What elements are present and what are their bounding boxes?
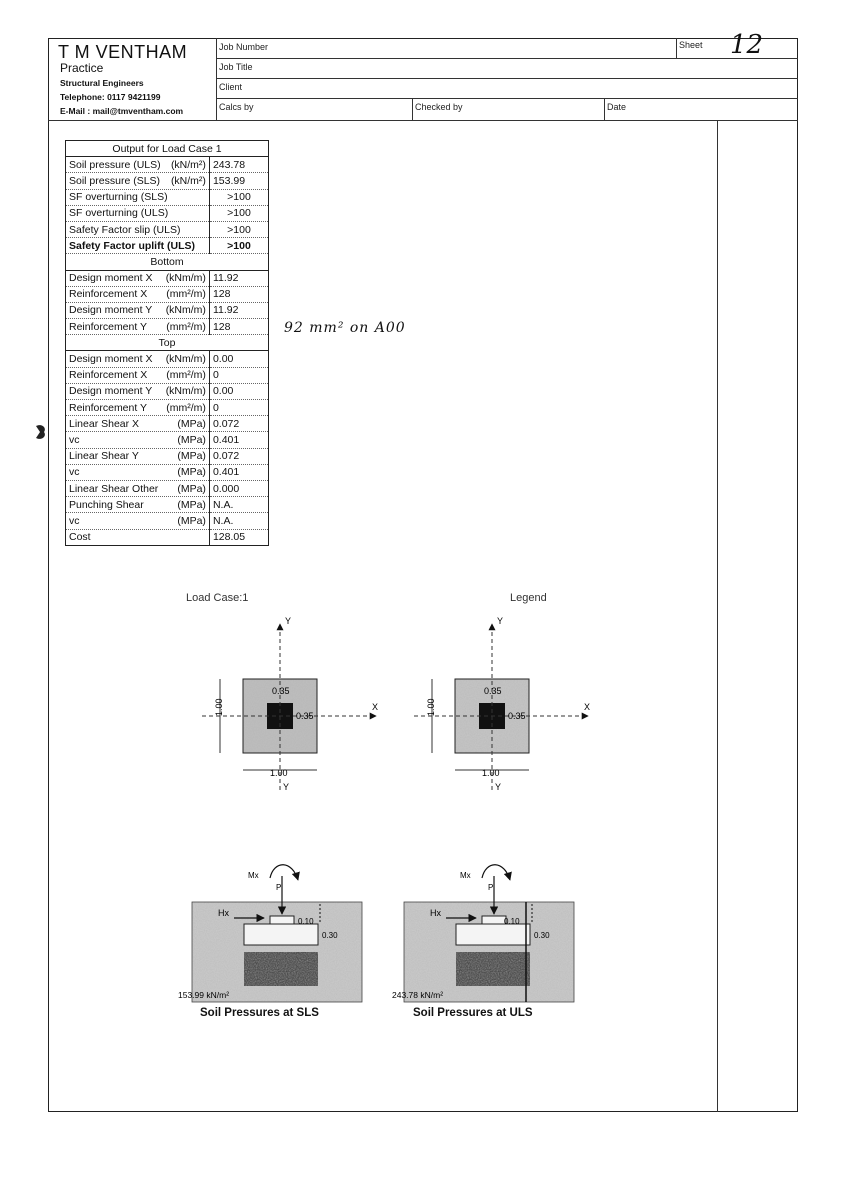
pressure-texture: [244, 952, 318, 986]
row-value: N.A.: [209, 513, 268, 529]
table-row: [66, 173, 269, 189]
table-row: [66, 367, 269, 383]
column-height-label: 0.10: [504, 917, 520, 926]
moment-arrow: [482, 865, 510, 880]
row-label: Safety Factor slip (ULS): [69, 223, 181, 236]
column-dim-side: 0.35: [508, 711, 526, 721]
row-unit: (MPa): [177, 514, 206, 527]
height-dim-label: 1.00: [426, 698, 436, 716]
x-axis-label: X: [584, 702, 591, 712]
column-dim-top: 0.35: [484, 686, 502, 696]
table-row: [66, 448, 269, 464]
table-row: [66, 416, 269, 432]
row-unit: (kNm/m): [165, 385, 206, 398]
row-label: SF overturning (SLS): [69, 191, 168, 204]
table-row: [66, 189, 269, 205]
height-dim-label: 1.00: [214, 698, 224, 716]
firm-practice: Practice: [60, 61, 104, 75]
table-row: [66, 286, 269, 302]
table-row: [66, 464, 269, 480]
firm-name: T M VENTHAM: [58, 42, 188, 62]
hx-label: Hx: [430, 908, 441, 918]
checked-divider: [412, 98, 413, 120]
row-unit: (mm²/m): [166, 320, 206, 333]
p-label: P: [488, 883, 494, 892]
row-unit: (kNm/m): [165, 353, 206, 366]
row-label: Reinforcement X: [69, 288, 148, 301]
handwritten-note: 92 mm² on A00: [284, 320, 406, 336]
row-value: 0.401: [209, 464, 268, 480]
sheet-divider: [676, 38, 677, 58]
section-diagram-sls: [178, 856, 366, 1004]
table-row: [66, 432, 269, 448]
table-row: [66, 205, 269, 221]
row-label: Design moment X: [69, 272, 153, 285]
row-value: 0: [209, 367, 268, 383]
row-value: >100: [209, 189, 268, 205]
row-value: 0.00: [209, 383, 268, 399]
output-title: Output for Load Case 1: [66, 141, 269, 157]
output-table: [65, 140, 269, 546]
row-label: Reinforcement Y: [69, 401, 148, 414]
row-value: 11.92: [209, 302, 268, 318]
table-title-row: [66, 141, 269, 157]
row-value: 0.072: [209, 416, 268, 432]
calcs-by-label: Calcs by: [219, 102, 254, 112]
job-title-row-line: [216, 78, 798, 79]
right-margin-line: [717, 120, 718, 1112]
client-label: Client: [219, 82, 243, 92]
column-height-label: 0.10: [298, 917, 314, 926]
row-label: vc: [69, 514, 80, 527]
row-value: 0: [209, 400, 268, 416]
hx-label: Hx: [218, 908, 229, 918]
firm-type: Structural Engineers: [60, 78, 144, 88]
row-unit: (MPa): [177, 417, 206, 430]
y-axis-label-bottom: Y: [283, 782, 290, 792]
table-row: [66, 497, 269, 513]
checked-by-label: Checked by: [415, 102, 463, 112]
row-unit: (kNm/m): [165, 304, 206, 317]
row-label: vc: [69, 466, 80, 479]
row-label: Safety Factor uplift (ULS): [69, 239, 196, 252]
top-title: Top: [66, 335, 269, 351]
sheet-number: 12: [730, 30, 764, 60]
row-label: Punching Shear: [69, 498, 144, 511]
row-value: >100: [209, 238, 268, 254]
base-depth-label: 0.30: [322, 931, 338, 940]
base-depth-label: 0.30: [534, 931, 550, 940]
mx-label: Mx: [248, 871, 259, 880]
row-unit: (mm²/m): [166, 288, 206, 301]
title-block-bottom: [48, 120, 798, 121]
legend-title: Legend: [510, 592, 547, 604]
row-label: Reinforcement X: [69, 369, 148, 382]
top-section-row: [66, 335, 269, 351]
plan-diagram-load-case: [190, 612, 390, 792]
row-value: 0.072: [209, 448, 268, 464]
table-row: [66, 513, 269, 529]
row-label: Linear Shear Other: [69, 482, 159, 495]
uls-caption: Soil Pressures at ULS: [413, 1007, 533, 1019]
moment-arrow: [270, 865, 298, 880]
row-unit: (mm²/m): [166, 369, 206, 382]
row-value: 128.05: [212, 531, 246, 544]
table-row: [66, 238, 269, 254]
row-unit: (MPa): [177, 433, 206, 446]
job-number-label: Job Number: [219, 42, 269, 52]
mx-label: Mx: [460, 871, 471, 880]
table-row: [66, 157, 269, 173]
row-unit: (kN/m²): [170, 158, 206, 171]
row-label: Linear Shear X: [69, 417, 140, 430]
title-block-divider: [216, 38, 217, 120]
plan-diagram-legend: [402, 612, 602, 792]
row-value: 153.99: [209, 173, 268, 189]
row-label: Design moment Y: [69, 385, 153, 398]
date-divider: [604, 98, 605, 120]
y-axis-label: Y: [497, 616, 504, 626]
row-value: >100: [209, 221, 268, 237]
p-label: P: [276, 883, 282, 892]
column-dim-side: 0.35: [296, 711, 314, 721]
row-label: Soil pressure (ULS): [69, 158, 161, 171]
row-label: Reinforcement Y: [69, 320, 148, 333]
column-dim-top: 0.35: [272, 686, 290, 696]
row-label: Design moment X: [69, 353, 153, 366]
row-label: Design moment Y: [69, 304, 153, 317]
sls-caption: Soil Pressures at SLS: [200, 1007, 319, 1019]
section-diagram-uls: [392, 856, 578, 1004]
firm-email: E-Mail : mail@tmventham.com: [60, 106, 184, 116]
y-axis-label: Y: [285, 616, 292, 626]
sls-pressure-label: 153.99 kN/m²: [178, 990, 230, 1000]
row-unit: (kNm/m): [165, 272, 206, 285]
row-unit: (kN/m²): [170, 174, 206, 187]
column-section: [482, 916, 506, 924]
table-row: [66, 351, 269, 367]
table-row: [66, 383, 269, 399]
column-section: [270, 916, 294, 924]
row-value: 243.78: [209, 157, 268, 173]
table-row: [66, 480, 269, 496]
bottom-section-row: [66, 254, 269, 270]
row-value: 11.92: [209, 270, 268, 286]
row-value: 0.000: [209, 480, 268, 496]
table-row: [66, 302, 269, 318]
table-row: [66, 270, 269, 286]
table-row: [66, 319, 269, 335]
table-row: [66, 221, 269, 237]
job-title-label: Job Title: [219, 62, 253, 72]
row-value: N.A.: [209, 497, 268, 513]
row-unit: (MPa): [177, 466, 206, 479]
load-case-title: Load Case:1: [186, 592, 249, 604]
pressure-texture: [456, 952, 530, 986]
row-value: 0.401: [209, 432, 268, 448]
width-dim-label: 1.00: [270, 768, 288, 778]
row-label: Linear Shear Y: [69, 450, 139, 463]
width-dim-label: 1.00: [482, 768, 500, 778]
sheet-label: Sheet: [679, 40, 703, 50]
row-unit: (MPa): [177, 498, 206, 511]
row-unit: (MPa): [177, 450, 206, 463]
base-section: [244, 924, 318, 945]
row-label: Cost: [69, 531, 91, 544]
row-value: 128: [209, 286, 268, 302]
date-label: Date: [607, 102, 627, 112]
table-row: [66, 400, 269, 416]
bottom-title: Bottom: [66, 254, 269, 270]
firm-telephone: Telephone: 0117 9421199: [60, 92, 161, 102]
table-row: [66, 529, 269, 545]
row-label: Soil pressure (SLS): [69, 174, 161, 187]
y-axis-label-bottom: Y: [495, 782, 502, 792]
client-row-line: [216, 98, 798, 99]
row-unit: (MPa): [177, 482, 206, 495]
row-label: vc: [69, 433, 80, 446]
row-unit: (mm²/m): [166, 401, 206, 414]
x-axis-label: X: [372, 702, 379, 712]
base-section: [456, 924, 530, 945]
job-number-row-line: [216, 58, 798, 59]
punch-hole-mark: [34, 422, 48, 442]
row-label: SF overturning (ULS): [69, 207, 169, 220]
row-value: >100: [209, 205, 268, 221]
row-value: 128: [209, 319, 268, 335]
row-value: 0.00: [209, 351, 268, 367]
uls-pressure-label: 243.78 kN/m²: [392, 990, 444, 1000]
